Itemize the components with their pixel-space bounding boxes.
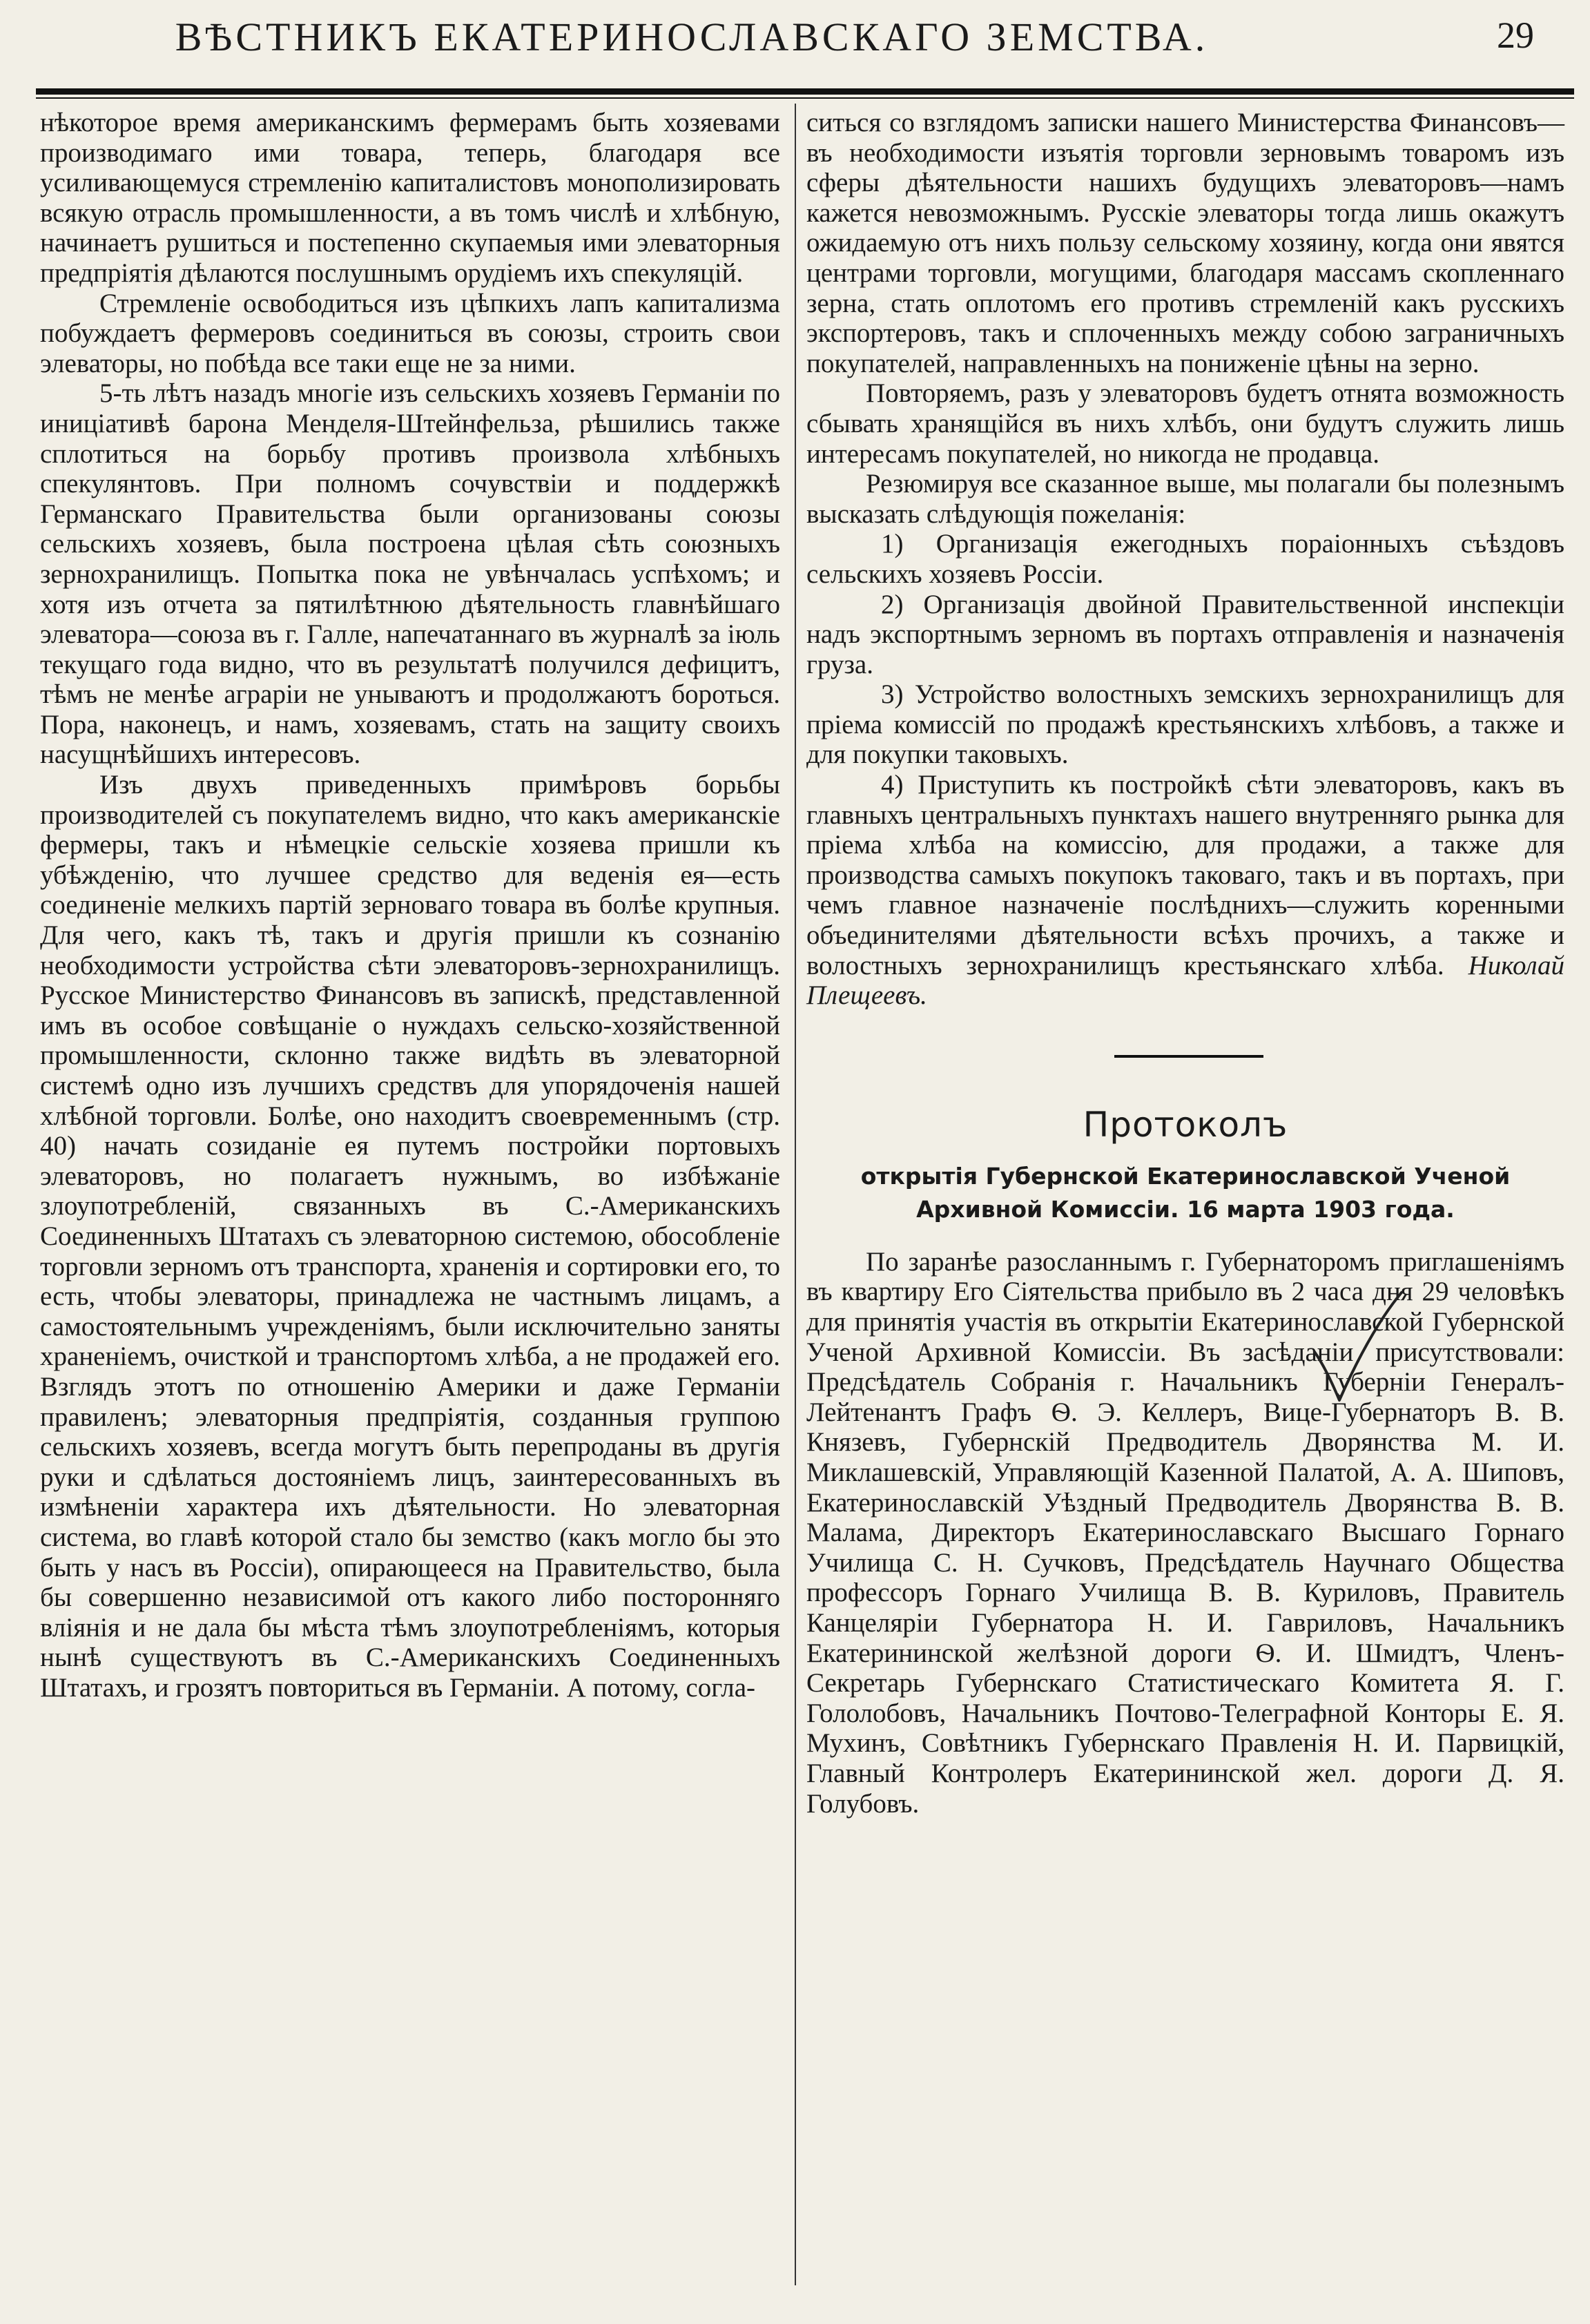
left-column [40, 108, 780, 1703]
author-signature: Николай Плещеевъ. [806, 950, 1564, 1011]
paragraph: Изъ двухъ приведенныхъ примѣровъ борьбы производителей съ покупателемъ видно, что какъ американскіе фермеры, такъ и нѣмецкіе сельскіе хозяева пришли къ убѣжденію, что лучшее средство для веденія ея—есть соединеніе мелкихъ партій зерноваго товара въ болѣе крупныя. Для чего, какъ тѣ, такъ и другія пришли къ сознанію необходимости устройства сѣти элеваторовъ-зернохранилищъ. Русское Министерство Финансовъ въ запискѣ, представленной имъ въ особое совѣщаніе о нуждахъ сельско-хозяйственной промышленности, склонно также видѣть въ элеваторной системѣ одно изъ лучшихъ средствъ для упорядоченія нашей хлѣбной торговли. Болѣе, оно находитъ своевременнымъ (стр. 40) начать созиданіе ея путемъ постройки портовыхъ элеваторовъ, но полагаетъ нужнымъ, во избѣжаніе злоупотребленій, связанныхъ въ С.-Американскихъ Соединенныхъ Штатахъ съ элеваторною системою, обособленіе торговли зерномъ отъ транспорта, храненія и сортировки его, то есть, чтобы элеваторы, принадлежа не частнымъ лицамъ, а самостоятельнымъ учрежденіямъ, были исключительно заняты храненіемъ, очисткой и транспортомъ хлѣба, а не продажей его. Взглядъ этотъ по отношенію Америки и даже Германіи правиленъ; элеваторныя предпріятія, созданныя группою сельскихъ хозяевъ, всегда могутъ быть перепроданы въ другія руки и сдѣлаться достояніемъ лицъ, заинтересованныхъ въ измѣненіи характера ихъ дѣятельности. Но элеваторная система, во главѣ которой стало бы земство (какъ могло бы это быть у насъ въ Россіи), опирающееся на Правительство, была бы совершенно независимой отъ какого либо посторонняго вліянія и не дала бы мѣста тѣмъ злоупотребленіямъ, которыя нынѣ существуютъ въ С.-Американскихъ Соединенныхъ Штатахъ, и грозятъ повториться въ Германіи. А потому, согла- [40, 770, 780, 1703]
protocol-heading: Протоколъ [1083, 1104, 1288, 1145]
protocol-body: По заранѣе разосланнымъ г. Губернаторомъ приглашеніямъ въ квартиру Его Сіятельства прибыло въ 2 часа дня 29 человѣкъ для принятія участія въ открытіи Екатеринославской Губернской Ученой Архивной Комиссіи. Въ засѣданіи присутствовали: Предсѣдатель Собранія г. Начальникъ Губерніи Генералъ-Лейтенантъ Графъ Ѳ. Э. Келлеръ, Вице-Губернаторъ В. В. Князевъ, Губернскій Предводитель Дворянства М. И. Миклашевскій, Управляющій Казенной Палатой, А. А. Шиповъ, Екатеринославскій Уѣздный Предводитель Дворянства В. В. Малама, Директоръ Екатеринославскаго Высшаго Горнаго Училища С. Н. Сучковъ, Предсѣдатель Научнаго Общества профессоръ Горнаго Училища В. В. Куриловъ, Правитель Канцеляріи Губернатора Н. И. Гавриловъ, Начальникъ Екатерининской желѣзной дороги Ѳ. И. Шмидтъ, Членъ-Секретарь Губернскаго Статистическаго Комитета Я. Г. Гололобовъ, Начальникъ Почтово-Телеграфной Конторы Е. Я. Мухинъ, Совѣтникъ Губернскаго Правленія Н. И. Парвицкій, Главный Контролеръ Екатерининской жел. дороги Д. Я. Голубовъ. [806, 1246, 1564, 1819]
header-rule-thin [36, 97, 1574, 99]
wish-item: 1) Организація ежегодныхъ пораіонныхъ съѣздовъ сельскихъ хозяевъ Россіи. [806, 529, 1564, 589]
paragraph: Стремленіе освободиться изъ цѣпкихъ лапъ капитализма побуждаетъ фермеровъ соединиться въ союзы, строить свои элеваторы, но побѣда все таки еще не за ними. [40, 288, 780, 378]
handwritten-checkmark-icon [1309, 1288, 1406, 1406]
paragraph: Резюмируя все сказанное выше, мы полагали бы полезнымъ высказать слѣдующія пожеланія: [806, 469, 1564, 529]
page-header [36, 10, 1555, 66]
column-divider [795, 104, 796, 2285]
paragraph: нѣкоторое время американскимъ фермерамъ быть хозяевами производимаго ими товара, теперь, благодаря все усиливающемуся стремленію капиталистовъ монополизировать всякую отрасль промышленности, а въ томъ числѣ и хлѣбную, начинаетъ рушиться и постепенно скупаемыя ими элеваторныя предпріятія дѣлаются послушнымъ орудіемъ ихъ спекуляцій. [40, 108, 780, 288]
protocol-subheading: открытія Губернской Екатеринославской Ученой Архивной Комиссіи. 16 марта 1903 года. [860, 1162, 1511, 1223]
right-column [806, 108, 1564, 1819]
paragraph: ситься со взглядомъ записки нашего Министерства Финансовъ—въ необходимости изъятія торговли зерновымъ товаромъ изъ сферы дѣятельности нашихъ будущихъ элеваторовъ—намъ кажется невозможнымъ. Русскіе элеваторы тогда лишь окажутъ ожидаемую отъ нихъ пользу сельскому хозяину, когда они явятся центрами торговли, могущими, благодаря массамъ скопленнаго зерна, стать оплотомъ его противъ стремленій какъ русскихъ экспортеровъ, такъ и сплоченныхъ между собою заграничныхъ покупателей, направленныхъ на пониженіе цѣны на зерно. [806, 108, 1564, 378]
wish-item: 3) Устройство волостныхъ земскихъ зернохранилищъ для пріема комиссій по продажѣ крестьянскихъ хлѣбовъ, а также и для покупки таковыхъ. [806, 679, 1564, 770]
wish-item-final [806, 770, 1564, 1011]
wish-item-text: 4) Приступить къ постройкѣ сѣти элеваторовъ, какъ въ главныхъ центральныхъ пунктахъ нашего внутренняго рынка для пріема хлѣба на комиссію, для продажи, а также для производства самыхъ покупокъ таковаго, такъ и въ портахъ, при чемъ главное назначеніе послѣднихъ—служить коренными объединителями дѣятельности всѣхъ прочихъ, а также и волостныхъ зернохранилищъ крестьянскаго хлѣба. [806, 770, 1564, 980]
paragraph: Повторяемъ, разъ у элеваторовъ будетъ отнята возможность сбывать хранящійся въ нихъ хлѣбъ, они будутъ служить лишь интересамъ покупателей, но никогда не продавца. [806, 378, 1564, 469]
wish-item: 2) Организація двойной Правительственной инспекціи надъ экспортнымъ зерномъ въ портахъ отправленія и назначенія груза. [806, 589, 1564, 679]
section-separator [1114, 1055, 1263, 1058]
header-rule-thick [36, 88, 1574, 95]
journal-title: ВѢСТНИКЪ ЕКАТЕРИНОСЛАВСКАГО ЗЕМСТВА. [175, 14, 1209, 59]
paragraph: 5-ть лѣтъ назадъ многіе изъ сельскихъ хозяевъ Германіи по иниціативѣ барона Менделя-Штейнфельза, рѣшились также сплотиться на борьбу противъ произвола хлѣбныхъ спекулянтовъ. При полномъ сочувствіи и поддержкѣ Германскаго Правительства были организованы союзы сельскихъ хозяевъ, была построена цѣлая сѣть союзныхъ зернохранилищъ. Попытка пока не увѣнчалась успѣхомъ; и хотя изъ отчета за пятилѣтнюю дѣятельность главнѣйшаго элеватора—союза въ г. Галле, напечатаннаго въ журналѣ за іюль текущаго года видно, что въ результатѣ получился дефицитъ, тѣмъ не менѣе аграріи не унываютъ и продолжаютъ бороться. Пора, наконецъ, и намъ, хозяевамъ, стать на защиту своихъ насущнѣйшихъ интересовъ. [40, 378, 780, 770]
page-number: 29 [1497, 14, 1534, 56]
